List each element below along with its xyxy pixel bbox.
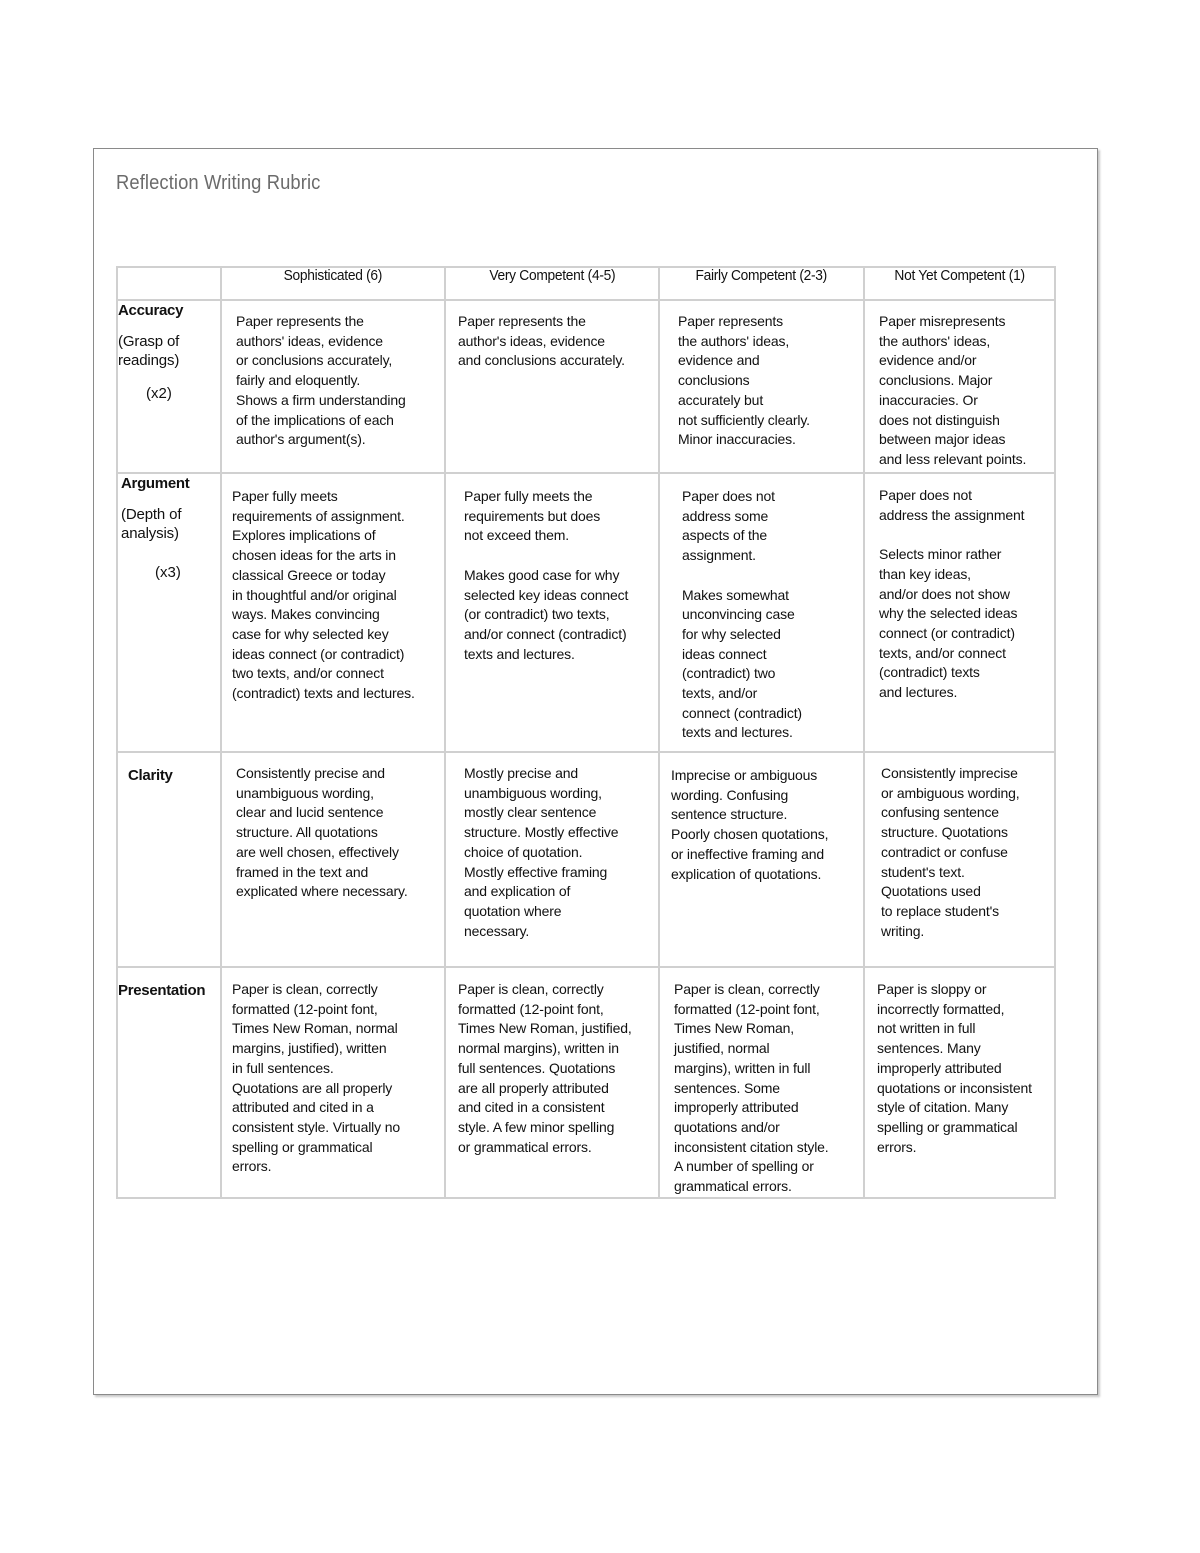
row-header-accuracy (117, 300, 221, 473)
cell-argument-sophisticated: Paper fully meets requirements of assignment. Explores implications of chosen ideas for the arts in classical Greece or today in thoughtful and/or original ways. Makes convincing case for why selected key ideas connect (or contradict) two texts, and/or connect (contradict) texts and lectures. (221, 473, 445, 752)
document-page (93, 148, 1098, 1395)
row-multiplier: (x2) (146, 385, 172, 402)
column-header-sophisticated: Sophisticated (6) (221, 267, 445, 300)
row-header-argument (117, 473, 221, 752)
cell-presentation-very-competent: Paper is clean, correctly formatted (12-point font, Times New Roman, justified, normal margins), written in full sentences. Quotations are all properly attributed and cited in a consistent style. A few minor spelling or grammatical errors. (445, 967, 659, 1198)
cell-accuracy-fairly-competent: Paper represents the authors' ideas, evidence and conclusions accurately but not sufficiently clearly. Minor inaccuracies. (659, 300, 864, 473)
row-name: Argument (121, 475, 190, 492)
row-name: Presentation (118, 982, 206, 999)
cell-presentation-fairly-competent: Paper is clean, correctly formatted (12-point font, Times New Roman, justified, normal margins), written in full sentences. Some improperly attributed quotations and/or inconsistent citation style. A number of spelling or grammatical errors. (659, 967, 864, 1198)
header-row (117, 267, 1055, 300)
row-name: Clarity (128, 767, 173, 784)
row-header-clarity (117, 752, 221, 967)
cell-accuracy-very-competent: Paper represents the author's ideas, evidence and conclusions accurately. (445, 300, 659, 473)
rubric-table (116, 266, 1056, 1199)
column-header-very-competent: Very Competent (4-5) (445, 267, 659, 300)
cell-presentation-not-yet-competent: Paper is sloppy or incorrectly formatted, not written in full sentences. Many improperly attributed quotations or inconsistent style of citation. Many spelling or grammatical errors. (864, 967, 1055, 1198)
row-subtitle: (Depth of analysis) (121, 506, 182, 542)
cell-presentation-sophisticated: Paper is clean, correctly formatted (12-point font, Times New Roman, normal margins, justified), written in full sentences. Quotations are all properly attributed and cited in a consistent style. Virtually no spelling or grammatical errors. (221, 967, 445, 1198)
cell-argument-fairly-competent: Paper does not address some aspects of the assignment. Makes somewhat unconvincing case for why selected ideas connect (contradict) two texts, and/or connect (contradict) texts and lectures. (659, 473, 864, 752)
column-header-fairly-competent: Fairly Competent (2-3) (659, 267, 864, 300)
column-header-not-yet-competent: Not Yet Competent (1) (864, 267, 1055, 300)
cell-accuracy-sophisticated: Paper represents the authors' ideas, evidence or conclusions accurately, fairly and eloquently. Shows a firm understanding of the implications of each author's argument(s). (221, 300, 445, 473)
cell-accuracy-not-yet-competent: Paper misrepresents the authors' ideas, evidence and/or conclusions. Major inaccuracies. Or does not distinguish between major ideas and less relevant points. (864, 300, 1055, 473)
row-subtitle: (Grasp of readings) (118, 333, 180, 369)
cell-argument-very-competent: Paper fully meets the requirements but does not exceed them. Makes good case for why selected key ideas connect (or contradict) two texts, and/or connect (contradict) texts and lectures. (445, 473, 659, 752)
cell-clarity-sophisticated: Consistently precise and unambiguous wording, clear and lucid sentence structure. All quotations are well chosen, effectively framed in the text and explicated where necessary. (221, 752, 445, 967)
cell-clarity-fairly-competent: Imprecise or ambiguous wording. Confusing sentence structure. Poorly chosen quotations, or ineffective framing and explication of quotations. (659, 752, 864, 967)
row-multiplier: (x3) (155, 564, 181, 581)
table-row-presentation (117, 967, 1055, 1198)
table-row-argument (117, 473, 1055, 752)
cell-argument-not-yet-competent: Paper does not address the assignment Selects minor rather than key ideas, and/or does not show why the selected ideas connect (or contradict) texts, and/or connect (contradict) texts and lectures. (864, 473, 1055, 752)
row-name: Accuracy (118, 302, 184, 319)
document-title: Reflection Writing Rubric (116, 172, 321, 194)
table-row-clarity (117, 752, 1055, 967)
cell-clarity-very-competent: Mostly precise and unambiguous wording, mostly clear sentence structure. Mostly effective choice of quotation. Mostly effective framing and explication of quotation where necessary. (445, 752, 659, 967)
column-header-criteria (117, 267, 221, 300)
table-row-accuracy (117, 300, 1055, 473)
cell-clarity-not-yet-competent: Consistently imprecise or ambiguous wording, confusing sentence structure. Quotations contradict or confuse student's text. Quotations used to replace student's writing. (864, 752, 1055, 967)
row-header-presentation (117, 967, 221, 1198)
